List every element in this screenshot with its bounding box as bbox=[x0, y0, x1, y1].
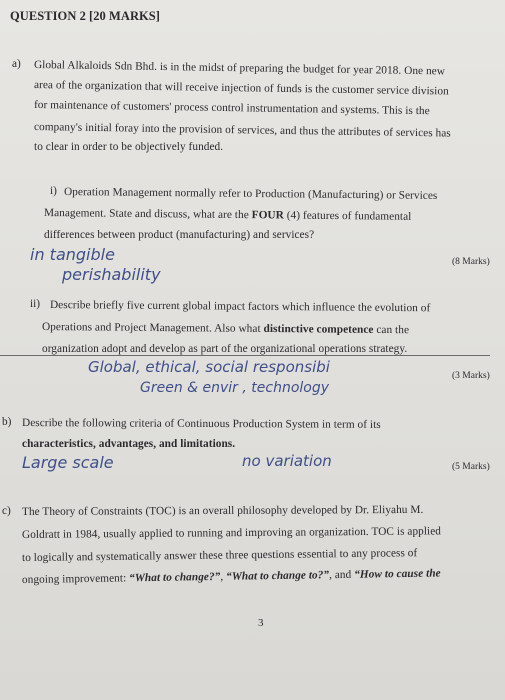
question-ii-line-1: Describe briefly five current global impact factors which influence the evolution of bbox=[49, 299, 431, 315]
question-ii-marks: (3 Marks) bbox=[452, 371, 490, 381]
question-i-line-2: Management. State and discuss, what are the FOUR (4) features of fundamental bbox=[43, 207, 412, 223]
section-c-line-4: ongoing improvement: “What to change?”, “What to change to?”, and “How to cause the bbox=[21, 567, 441, 586]
handwriting-guide-line bbox=[0, 355, 490, 356]
handwritten-answer-large-scale: Large scale bbox=[22, 453, 114, 472]
section-a-line-4: company's initial foray into the provision of services, and thus the attributes of services has bbox=[33, 121, 451, 140]
handwritten-answer-global-factors: Global, ethical, social responsibi bbox=[88, 358, 330, 376]
section-b-line-1: Describe the following criteria of Continuous Production System in term of its bbox=[21, 417, 381, 431]
section-a-label: a) bbox=[12, 58, 21, 70]
handwritten-answer-no-variation: no variation bbox=[242, 452, 332, 470]
question-ii-line-2: Operations and Project Management. Also what distinctive competence can the bbox=[41, 321, 410, 337]
section-b-line-2: characteristics, advantages, and limitations. bbox=[22, 438, 236, 450]
page-number: 3 bbox=[258, 617, 264, 629]
handwritten-answer-green-technology: Green & envir , technology bbox=[140, 380, 330, 396]
section-a-line-2: area of the organization that will receive injection of funds is the customer service division bbox=[33, 79, 449, 98]
question-i-label: i) bbox=[50, 185, 57, 197]
question-ii-label: ii) bbox=[30, 298, 41, 310]
section-c-label: c) bbox=[2, 505, 11, 517]
question-i-marks: (8 Marks) bbox=[452, 257, 490, 267]
handwritten-answer-intangible: in tangible bbox=[30, 245, 115, 264]
handwritten-answer-perishability: perishability bbox=[62, 265, 161, 284]
section-c-line-2: Goldratt in 1984, usually applied to running and improving an organization. TOC is applied bbox=[21, 525, 442, 541]
section-c-line-3: to logically and systematically answer these three questions essential to any process of bbox=[21, 547, 418, 564]
section-a-line-5: to clear in order to be objectively funded. bbox=[34, 141, 224, 153]
section-b-marks: (5 Marks) bbox=[452, 462, 490, 472]
section-c-line-1: The Theory of Constraints (TOC) is an overall philosophy developed by Dr. Eliyahu M. bbox=[21, 503, 424, 518]
question-ii-line-3: organization adopt and develop as part of the organizational operations strategy. bbox=[42, 343, 408, 355]
question-heading: QUESTION 2 [20 MARKS] bbox=[10, 9, 161, 23]
question-i-line-1: Operation Management normally refer to Production (Manufacturing) or Services bbox=[63, 186, 438, 202]
section-b-label: b) bbox=[2, 416, 12, 428]
question-i-line-3: differences between product (manufacturing) and services? bbox=[44, 229, 315, 241]
section-a-line-1: Global Alkaloids Sdn Bhd. is in the midst of preparing the budget for year 2018. One new bbox=[33, 59, 446, 78]
section-a-line-3: for maintenance of customers' process control instrumentation and systems. This is the bbox=[33, 99, 430, 118]
